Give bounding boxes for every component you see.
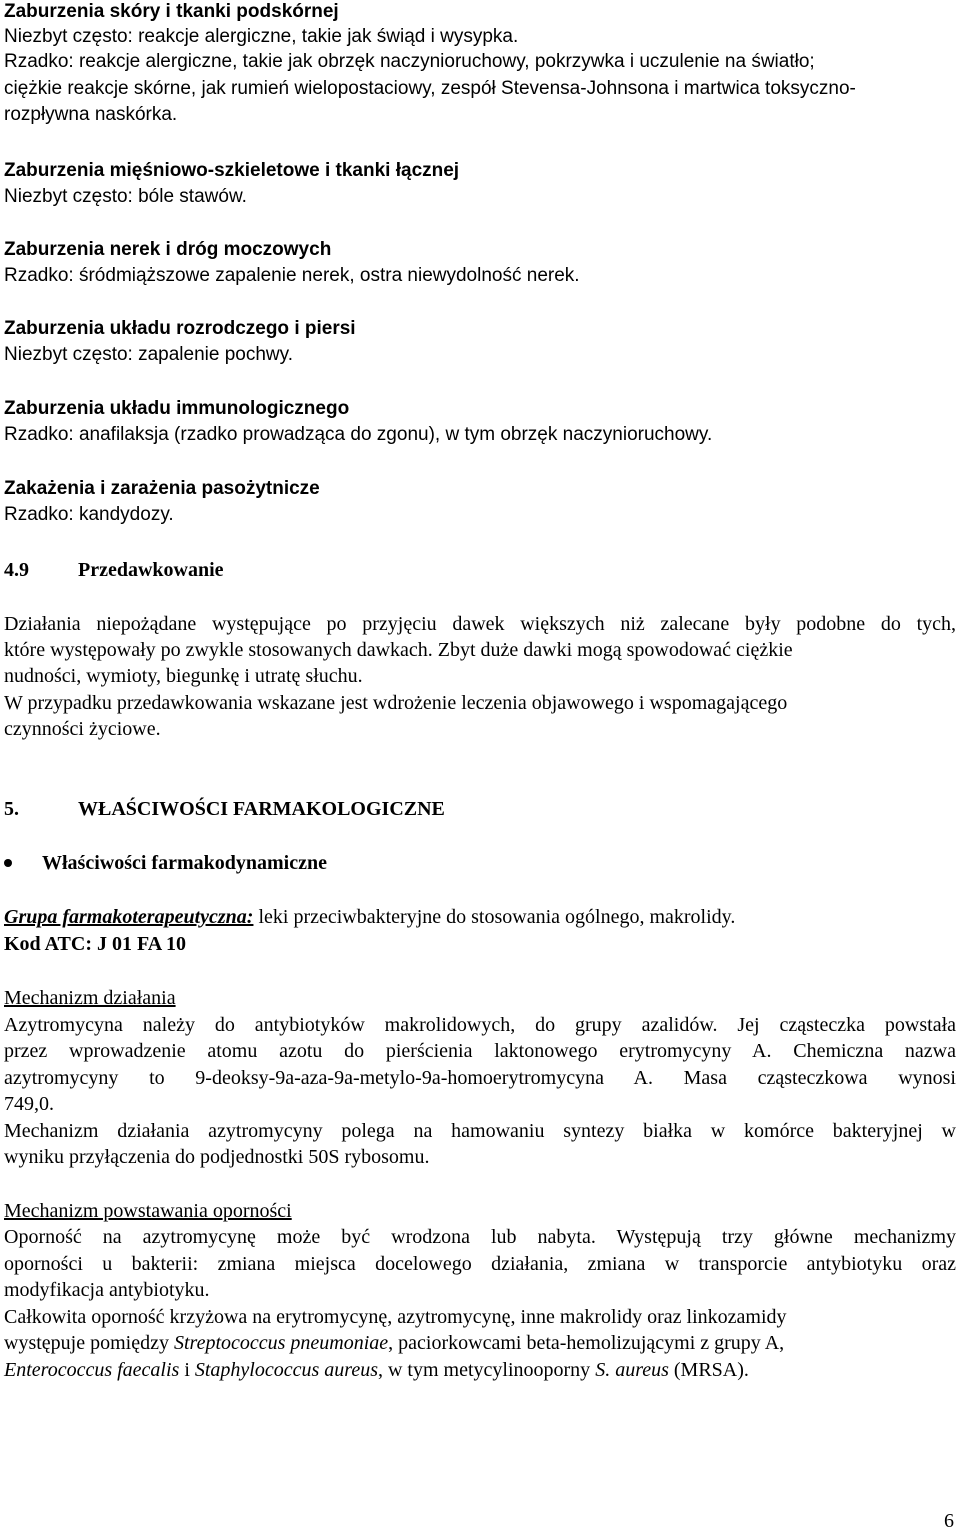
group-value: leki przeciwbakteryjne do stosowania ogólnego, makrolidy. xyxy=(253,906,736,928)
text-line: 749,0. xyxy=(4,1093,54,1115)
page-number: 6 xyxy=(944,1510,954,1532)
text-line: Działania niepożądane występujące po przyjęciu dawek większych niż zalecane były podobne do tych, xyxy=(4,613,956,635)
text-line: oporności u bakterii: zmiana miejsca docelowego działania, zmiana w transporcie antybiotyku oraz xyxy=(4,1253,956,1275)
section-heading-skin: Zaburzenia skóry i tkanki podskórnej xyxy=(4,1,339,22)
species-name: S. aureus xyxy=(595,1359,669,1381)
text-line: Mechanizm działania azytromycyny polega na hamowaniu syntezy białka w komórce bakteryjnej w xyxy=(4,1120,956,1142)
section-heading-infections: Zakażenia i zarażenia pasożytnicze xyxy=(4,478,320,499)
section-title: Przedawkowanie xyxy=(78,559,224,581)
section-heading-overdose xyxy=(4,557,224,583)
atc-code: Kod ATC: J 01 FA 10 xyxy=(4,933,187,955)
text-line: Rzadko: anafilaksja (rzadko prowadząca do zgonu), w tym obrzęk naczynioruchowy. xyxy=(4,424,713,445)
text-line: W przypadku przedawkowania wskazane jest wdrożenie leczenia objawowego i wspomagającego xyxy=(4,692,788,714)
text-span: i xyxy=(179,1359,195,1381)
text-line: Niezbyt często: zapalenie pochwy. xyxy=(4,344,294,365)
species-name: Streptococcus pneumoniae xyxy=(173,1332,389,1354)
bullet-icon xyxy=(4,859,12,867)
text-line: Azytromycyna należy do antybiotyków makrolidowych, do grupy azalidów. Jej cząsteczka powstała xyxy=(4,1014,956,1036)
section-heading-immune: Zaburzenia układu immunologicznego xyxy=(4,398,350,419)
species-name: Staphylococcus aureus xyxy=(194,1359,378,1381)
species-name: Enterococcus faecalis xyxy=(4,1359,180,1381)
pharmacotherapeutic-group xyxy=(4,904,735,930)
text-line: rozpływna naskórka. xyxy=(4,104,178,125)
section-heading-kidney: Zaburzenia nerek i dróg moczowych xyxy=(4,239,332,260)
text-line: Całkowita oporność krzyżowa na erytromycynę, azytromycynę, inne makrolidy oraz linkozamidy xyxy=(4,1306,787,1328)
text-line: czynności życiowe. xyxy=(4,718,161,740)
text-line: azytromycyny to 9-deoksy-9a-aza-9a-metylo-9a-homoerytromycyna A. Masa cząsteczkowa wynosi xyxy=(4,1067,956,1089)
text-span: , paciorkowcami beta-hemolizującymi z grupy A, xyxy=(388,1332,785,1354)
section-number: 4.9 xyxy=(4,559,29,581)
section-title: WŁAŚCIWOŚCI FARMAKOLOGICZNE xyxy=(78,798,445,820)
subsection-heading-mechanism: Mechanizm działania xyxy=(4,987,176,1009)
section-heading-reproductive: Zaburzenia układu rozrodczego i piersi xyxy=(4,318,356,339)
text-span: (MRSA). xyxy=(668,1359,749,1381)
section-heading-pharmacology xyxy=(4,796,445,822)
group-label: Grupa farmakoterapeutyczna: xyxy=(4,906,254,928)
text-line: Niezbyt często: reakcje alergiczne, takie jak świąd i wysypka. xyxy=(4,26,519,47)
text-line: nudności, wymioty, biegunkę i utratę słuchu. xyxy=(4,665,363,687)
text-span: , w tym metycylinooporny xyxy=(377,1359,596,1381)
section-number: 5. xyxy=(4,798,19,820)
text-span: występuje pomiędzy xyxy=(4,1332,174,1354)
text-line: Rzadko: kandydozy. xyxy=(4,504,174,525)
text-line: wyniku przyłączenia do podjednostki 50S rybosomu. xyxy=(4,1146,430,1168)
text-line: Rzadko: śródmiąższowe zapalenie nerek, ostra niewydolność nerek. xyxy=(4,265,580,286)
section-heading-musculoskeletal: Zaburzenia mięśniowo-szkieletowe i tkanki łącznej xyxy=(4,160,460,181)
subsection-heading-pharmacodynamics: Właściwości farmakodynamiczne xyxy=(42,852,327,874)
text-line xyxy=(4,1357,749,1383)
text-line: Rzadko: reakcje alergiczne, takie jak obrzęk naczynioruchowy, pokrzywka i uczulenie na światło; xyxy=(4,51,815,72)
text-line: modyfikacja antybiotyku. xyxy=(4,1279,210,1301)
subsection-heading-resistance: Mechanizm powstawania oporności xyxy=(4,1200,292,1222)
text-line: ciężkie reakcje skórne, jak rumień wielopostaciowy, zespół Stevensa-Johnsona i martwica toksyczno- xyxy=(4,78,856,99)
text-line xyxy=(4,1330,784,1356)
text-line: Oporność na azytromycynę może być wrodzona lub nabyta. Występują trzy główne mechanizmy xyxy=(4,1226,956,1248)
text-line: które występowały po zwykle stosowanych dawkach. Zbyt duże dawki mogą spowodować ciężkie xyxy=(4,639,793,661)
text-line: Niezbyt często: bóle stawów. xyxy=(4,186,247,207)
text-line: przez wprowadzenie atomu azotu do pierścienia laktonowego erytromycyny A. Chemiczna nazwa xyxy=(4,1040,956,1062)
